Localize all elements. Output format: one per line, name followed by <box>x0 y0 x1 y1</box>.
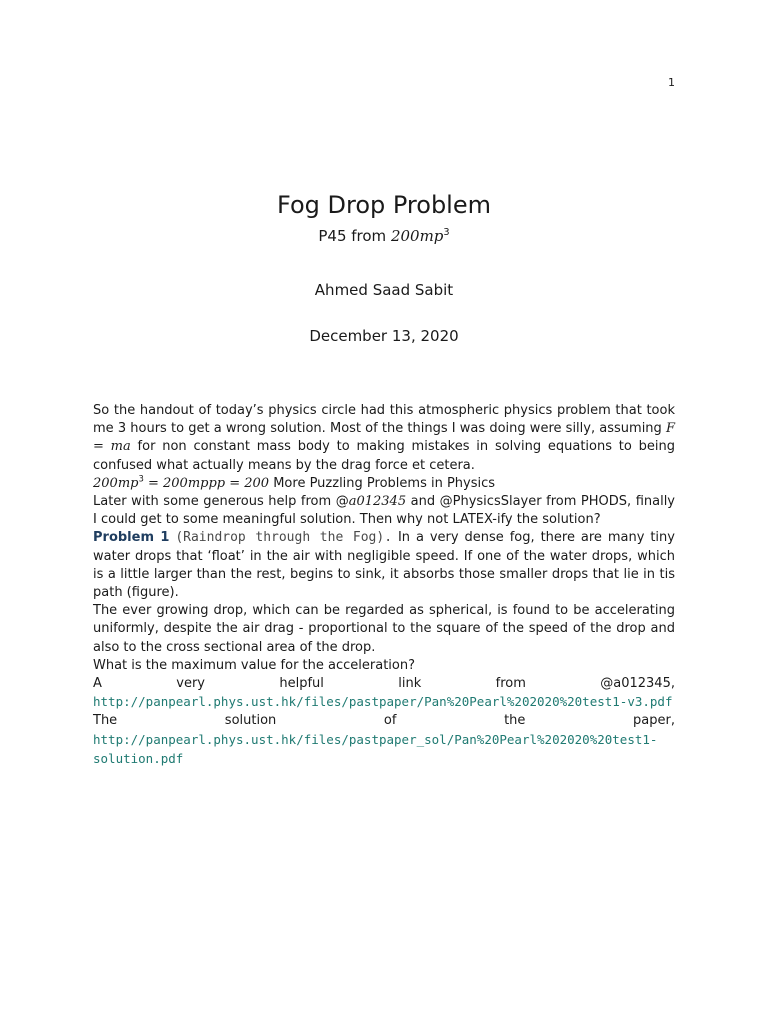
problem-paragraph <box>93 529 675 602</box>
help-text-3: -ify the solution? <box>492 512 601 528</box>
problem-text-1: In a very dense fog, there are many tiny water drops that ‘float’ in the air with negligible speed. If one of the water drops, which is a little larger than the rest, begins to sink, it absorbs those smaller drops that lie in tis path (figure). <box>93 530 675 601</box>
helpful-link-text: A very helpful link from @a012345, <box>93 676 675 692</box>
helpful-link[interactable]: http://panpearl.phys.ust.hk/files/pastpaper/Pan%20Pearl%202020%20test1-v3.pdf <box>93 694 673 710</box>
latex-logo: LATEX <box>452 512 493 528</box>
equation-exponent: 3 <box>138 473 144 484</box>
page-title: Fog Drop Problem <box>277 191 491 219</box>
subtitle-prefix: P45 from <box>318 227 391 245</box>
subtitle-math: 200mp <box>390 227 444 245</box>
equation-line <box>93 475 675 493</box>
intro-text-before: So the handout of today’s physics circle had this atmospheric physics problem that took me 3 hours to get a wrong solution. Most of the things I was doing were silly, assuming <box>93 403 675 437</box>
page-number: 1 <box>668 76 675 89</box>
intro-text-after: for non constant mass body to making mistakes in solving equations to being confused what actually means by the drag force et cetera. <box>93 439 675 473</box>
date: December 13, 2020 <box>309 327 459 345</box>
intro-math: F = ma <box>93 421 675 455</box>
handle-math: a012345 <box>348 494 407 510</box>
help-paragraph <box>93 493 675 529</box>
problem-question: What is the maximum value for the acceleration? <box>93 657 416 673</box>
problem-label: Problem 1 <box>93 530 170 546</box>
equation-text: More Puzzling Problems in Physics <box>269 475 496 491</box>
document-body <box>93 402 675 769</box>
problem-name: (Raindrop through the Fog). <box>175 530 393 546</box>
solution-link-text: The solution of the paper, <box>93 713 675 729</box>
subtitle <box>0 226 768 246</box>
author: Ahmed Saad Sabit <box>314 281 454 299</box>
title-block <box>0 190 768 346</box>
solution-link[interactable]: http://panpearl.phys.ust.hk/files/pastpaper_sol/Pan%20Pearl%202020%20test1-solution.pdf <box>93 731 658 766</box>
problem-paragraph-2: The ever growing drop, which can be regarded as spherical, is found to be accelerating uniformly, despite the air drag - proportional to the square of the speed of the drop and also to the cross sectional area of the drop. <box>93 603 675 655</box>
handle-at: @ <box>335 494 349 510</box>
help-text-2: and @PhysicsSlayer from PHODS, finally I could get to some meaningful solution. Then why not <box>93 494 676 528</box>
solution-link-paragraph <box>93 712 675 769</box>
equation-lhs: 200mp <box>93 475 139 491</box>
subtitle-exponent: 3 <box>443 227 450 238</box>
equation-rhs: = 200mppp = 200 <box>143 475 270 491</box>
intro-paragraph <box>93 402 675 475</box>
help-text-1: Later with some generous help from <box>93 494 336 510</box>
helpful-link-paragraph <box>93 675 675 712</box>
